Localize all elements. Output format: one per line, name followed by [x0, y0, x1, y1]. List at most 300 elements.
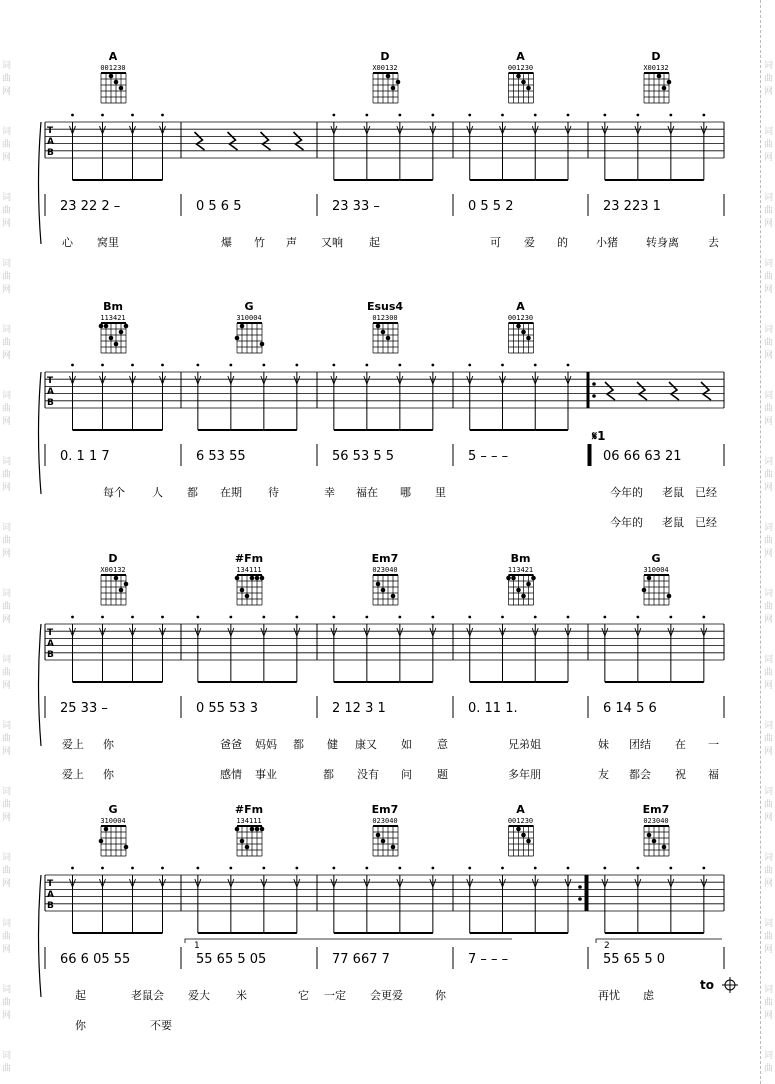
chord-fingering: 113421	[507, 566, 534, 574]
chord-dot	[396, 80, 401, 85]
strum-dot	[567, 867, 570, 870]
strum-dot	[229, 364, 232, 367]
watermark-char: 词	[764, 457, 774, 467]
watermark-char: 词	[2, 127, 12, 137]
watermark-char: 网	[764, 813, 774, 823]
watermark-char: 曲	[2, 272, 12, 282]
strum-stroke	[331, 364, 367, 430]
watermark-char: 网	[2, 747, 12, 757]
chord-diagram	[643, 50, 671, 103]
strum-dot	[501, 616, 504, 619]
watermark-char: 网	[2, 351, 12, 361]
chord-dot	[124, 582, 129, 587]
repeat-dot	[592, 382, 596, 386]
strum-stroke	[195, 867, 231, 933]
watermark-char: 词	[2, 853, 12, 863]
lyric-line-2: 事业	[255, 768, 277, 781]
strum-dot	[161, 867, 164, 870]
watermark-char: 词	[2, 457, 12, 467]
volta-1-bracket	[185, 939, 512, 943]
watermark-char: 词	[764, 919, 774, 929]
chord-name: G	[244, 300, 254, 313]
notation-measure: 7 – – –	[468, 952, 509, 967]
strum-dot	[431, 867, 434, 870]
watermark-char: 曲	[764, 734, 774, 744]
lyric-line-1: 的	[557, 236, 568, 249]
chord-name: D	[380, 50, 390, 63]
strum-dot	[71, 364, 74, 367]
chord-fingering: 113421	[100, 314, 126, 322]
watermark-char: 网	[764, 153, 774, 163]
chord-diagram	[100, 50, 126, 103]
chord-dot	[114, 576, 119, 581]
watermark-char: 曲	[764, 470, 774, 480]
chord-dot	[642, 588, 647, 593]
volta-2-label: 2	[604, 941, 610, 951]
watermark-char: 曲	[764, 668, 774, 678]
strum-stroke	[130, 114, 163, 180]
strum-stroke	[70, 114, 103, 180]
strum-stroke	[70, 867, 103, 933]
tab-letter: T	[47, 628, 54, 638]
chord-dot	[516, 588, 521, 593]
strum-dot	[468, 616, 471, 619]
system-1	[39, 50, 725, 249]
lyric-line-1: 竹	[254, 236, 265, 249]
strum-stroke	[602, 867, 638, 933]
strum-dot	[534, 616, 537, 619]
lyric-line-2: 都会	[629, 768, 651, 781]
strum-dot	[468, 114, 471, 117]
chord-dot	[526, 839, 531, 844]
watermark-char: 网	[764, 1011, 774, 1021]
chord-diagram	[508, 803, 534, 856]
watermark-char: 网	[2, 1011, 12, 1021]
lyric-line-2: 已经	[695, 516, 717, 529]
watermark-char: 网	[2, 87, 12, 97]
strum-stroke	[160, 364, 166, 430]
strum-dot	[365, 114, 368, 117]
lyric-line-1: 意	[437, 738, 448, 751]
watermark-char: 网	[764, 681, 774, 691]
watermark-char: 词	[2, 193, 12, 203]
strum-dot	[702, 616, 705, 619]
chord-fingering: 001230	[507, 817, 534, 825]
watermark-char: 曲	[764, 1064, 774, 1074]
strum-dot	[468, 364, 471, 367]
strum-stroke	[228, 616, 264, 682]
lyric-line-1: 你	[435, 989, 446, 1002]
lyric-line-1: 爱	[524, 236, 535, 249]
strum-dot	[71, 616, 74, 619]
chord-dot	[381, 330, 386, 335]
chord-dot	[245, 594, 250, 599]
strum-stroke	[160, 114, 166, 180]
chord-dot	[521, 330, 526, 335]
strum-stroke	[701, 616, 707, 682]
chord-dot	[260, 576, 265, 581]
notation-measure: 2 12 3 1	[332, 701, 386, 716]
strum-dot	[431, 364, 434, 367]
chord-name: G	[651, 552, 661, 565]
watermark-char: 网	[2, 219, 12, 229]
watermark-char: 网	[2, 417, 12, 427]
strum-stroke	[195, 364, 231, 430]
system-4	[39, 803, 739, 1032]
watermark-char: 网	[2, 615, 12, 625]
strum-stroke	[364, 616, 400, 682]
watermark-char: 网	[2, 153, 12, 163]
strum-stroke	[635, 867, 671, 933]
watermark-char: 曲	[2, 668, 12, 678]
chord-diagram	[508, 300, 534, 353]
lyric-line-2: 都	[323, 768, 334, 781]
lyric-line-1: 在	[675, 738, 686, 751]
strum-dot	[196, 364, 199, 367]
chord-dot	[526, 582, 531, 587]
chord-dot	[235, 336, 240, 341]
watermark-char: 词	[764, 985, 774, 995]
watermark-char: 曲	[2, 470, 12, 480]
watermark-char: 词	[2, 787, 12, 797]
watermark-char: 词	[2, 1051, 12, 1061]
rest-symbol	[195, 132, 205, 150]
rest-symbol	[294, 132, 304, 150]
watermark-char: 词	[764, 259, 774, 269]
notation-measure: 23 33 –	[332, 199, 380, 214]
strum-dot	[295, 616, 298, 619]
watermark-char: 网	[764, 615, 774, 625]
strum-stroke	[331, 867, 367, 933]
strum-dot	[131, 114, 134, 117]
strum-dot	[101, 616, 104, 619]
chord-name: Em7	[642, 803, 670, 816]
chord-dot	[376, 582, 381, 587]
chord-dot	[124, 324, 129, 329]
volta-1-label: 1	[194, 941, 200, 951]
strum-stroke	[130, 364, 163, 430]
lyric-line-1: 老鼠会	[131, 989, 164, 1002]
notation-measure: 6 53 55	[196, 449, 246, 464]
chord-dot	[235, 827, 240, 832]
system-3	[39, 552, 725, 781]
lyric-line-2: 问	[401, 768, 412, 781]
chord-dot	[391, 845, 396, 850]
strum-stroke	[100, 867, 133, 933]
lyric-line-1: 又响	[321, 236, 343, 249]
strum-dot	[332, 114, 335, 117]
chord-dot	[521, 833, 526, 838]
watermark-char: 曲	[2, 404, 12, 414]
strum-dot	[229, 867, 232, 870]
chord-dot	[662, 86, 667, 91]
lyric-line-1: 心	[62, 236, 73, 249]
strum-stroke	[228, 364, 264, 430]
chord-dot	[119, 86, 124, 91]
chord-dot	[114, 80, 119, 85]
tab-letter: T	[47, 376, 54, 386]
watermark-char: 词	[764, 853, 774, 863]
watermark-char: 曲	[764, 404, 774, 414]
chord-dot	[235, 576, 240, 581]
watermark-char: 曲	[764, 536, 774, 546]
chord-dot	[667, 80, 672, 85]
tab-letter: T	[47, 126, 54, 136]
tab-letter: A	[47, 387, 54, 397]
watermark-char: 网	[2, 285, 12, 295]
strum-stroke	[397, 867, 433, 933]
strum-stroke	[70, 616, 103, 682]
strum-stroke	[668, 867, 704, 933]
lyric-line-1: 妈妈	[255, 738, 277, 751]
watermark-char: 网	[764, 87, 774, 97]
notation-measure: 23 22 2 –	[60, 199, 121, 214]
strum-stroke	[565, 364, 571, 430]
strum-stroke	[467, 364, 503, 430]
lyric-line-1: 老鼠	[662, 486, 684, 499]
strum-dot	[229, 616, 232, 619]
watermark-char: 网	[2, 483, 12, 493]
strum-stroke	[130, 867, 163, 933]
lyric-line-1: 会更爱	[370, 989, 403, 1002]
watermark-char: 曲	[2, 734, 12, 744]
chord-dot	[516, 74, 521, 79]
watermark-char: 词	[764, 325, 774, 335]
watermark-char: 词	[764, 655, 774, 665]
strum-stroke	[397, 616, 433, 682]
chord-diagram	[372, 50, 400, 103]
chord-dot	[255, 827, 260, 832]
strum-dot	[398, 364, 401, 367]
lyric-line-1: 健	[327, 738, 338, 751]
rest-symbol	[637, 382, 647, 400]
watermark-char: 网	[764, 483, 774, 493]
watermark-char: 曲	[764, 602, 774, 612]
watermark-char: 曲	[2, 338, 12, 348]
lyric-line-1: 康又	[355, 738, 377, 751]
chord-fingering: X00132	[643, 64, 669, 72]
chord-diagram	[100, 552, 128, 605]
chord-name: A	[108, 50, 118, 63]
watermark-char: 词	[2, 985, 12, 995]
strum-dot	[71, 114, 74, 117]
notation-measure: 0 5 5 2	[468, 199, 514, 214]
repeat-dot	[592, 394, 596, 398]
chord-fingering: X00132	[372, 64, 398, 72]
lyric-line-2: 感情	[220, 768, 242, 781]
notation-measure: 6 14 5 6	[603, 701, 657, 716]
watermark-char: 曲	[2, 800, 12, 810]
watermark-char: 网	[764, 351, 774, 361]
system-2	[39, 300, 725, 529]
strum-dot	[295, 364, 298, 367]
repeat-dot	[578, 885, 582, 889]
rest-symbol	[605, 382, 615, 400]
watermark-char: 词	[764, 787, 774, 797]
watermark-char: 词	[2, 523, 12, 533]
watermark-char: 网	[2, 945, 12, 955]
lyric-line-2: 你	[75, 1019, 86, 1032]
strum-stroke	[294, 364, 300, 430]
chord-fingering: 310004	[236, 314, 262, 322]
watermark-char: 网	[764, 219, 774, 229]
chord-dot	[376, 833, 381, 838]
watermark-char: 曲	[2, 866, 12, 876]
lyric-line-1: 都	[187, 486, 198, 499]
coda-label: to	[700, 978, 714, 992]
chord-dot	[109, 74, 114, 79]
strum-dot	[501, 114, 504, 117]
watermark-char: 曲	[764, 206, 774, 216]
strum-dot	[567, 616, 570, 619]
notation-measure: 55 65 5 05	[196, 952, 267, 967]
watermark-char: 词	[764, 721, 774, 731]
lyric-line-2: 没有	[357, 768, 379, 781]
lyric-line-1: 它	[298, 989, 309, 1002]
strum-dot	[636, 616, 639, 619]
strum-stroke	[331, 114, 367, 180]
strum-stroke	[100, 616, 133, 682]
chord-dot	[516, 324, 521, 329]
watermark-char: 网	[764, 747, 774, 757]
strum-dot	[468, 867, 471, 870]
lyric-line-1: 米	[236, 989, 247, 1002]
watermark-char: 曲	[2, 1064, 12, 1074]
tab-letter: T	[47, 879, 54, 889]
strum-stroke	[467, 867, 503, 933]
strum-dot	[161, 364, 164, 367]
strum-stroke	[430, 616, 436, 682]
watermark-char: 词	[764, 589, 774, 599]
tab-letter: B	[47, 398, 54, 408]
lyric-line-2: 爱上	[62, 768, 84, 781]
rest-symbol	[228, 132, 238, 150]
strum-dot	[196, 867, 199, 870]
chord-name: Em7	[371, 552, 399, 565]
chord-diagram	[643, 803, 670, 856]
strum-dot	[603, 616, 606, 619]
strum-stroke	[635, 616, 671, 682]
strum-dot	[101, 114, 104, 117]
lyric-line-2: 老鼠	[662, 516, 684, 529]
chord-dot	[260, 342, 265, 347]
chord-dot	[245, 845, 250, 850]
chord-dot	[99, 839, 104, 844]
watermark-char: 词	[764, 193, 774, 203]
strum-dot	[431, 114, 434, 117]
watermark-char: 网	[764, 549, 774, 559]
chord-dot	[526, 336, 531, 341]
chord-fingering: 310004	[643, 566, 669, 574]
chord-diagram	[642, 552, 672, 605]
watermark-char: 词	[2, 61, 12, 71]
watermark-char: 曲	[2, 536, 12, 546]
tab-letter: A	[47, 137, 54, 147]
strum-stroke	[160, 616, 166, 682]
strum-stroke	[397, 114, 433, 180]
chord-dot	[647, 576, 652, 581]
volta-2-bracket	[596, 939, 722, 943]
chord-name: D	[651, 50, 661, 63]
segno-mark: 𝄋1	[592, 429, 606, 443]
chord-name: Esus4	[366, 300, 404, 313]
chord-dot	[119, 330, 124, 335]
strum-stroke	[160, 867, 166, 933]
chord-fingering: 023040	[372, 566, 398, 574]
strum-stroke	[499, 364, 535, 430]
chord-name: G	[108, 803, 118, 816]
watermark-char: 网	[764, 285, 774, 295]
strum-stroke	[532, 364, 568, 430]
strum-stroke	[364, 364, 400, 430]
chord-fingering: 001230	[507, 314, 534, 322]
watermark-char: 网	[2, 879, 12, 889]
chord-dot	[119, 588, 124, 593]
chord-dot	[104, 827, 109, 832]
watermark-char: 曲	[2, 602, 12, 612]
strum-stroke	[668, 114, 704, 180]
lyric-line-1: 在期	[220, 486, 242, 499]
watermark-char: 曲	[764, 998, 774, 1008]
lyric-line-1: 一	[708, 738, 719, 751]
chord-name: A	[516, 803, 525, 816]
strum-dot	[131, 364, 134, 367]
watermark-char: 网	[764, 417, 774, 427]
chord-diagram	[508, 50, 534, 103]
strum-stroke	[499, 867, 535, 933]
lyric-line-1: 爸爸	[220, 738, 242, 751]
strum-dot	[398, 867, 401, 870]
watermark-char: 词	[2, 391, 12, 401]
chord-dot	[109, 336, 114, 341]
watermark-char: 曲	[764, 800, 774, 810]
strum-dot	[196, 616, 199, 619]
watermark-char: 词	[764, 61, 774, 71]
strum-stroke	[70, 364, 103, 430]
lyric-line-1: 起	[369, 236, 380, 249]
chord-fingering: 134111	[236, 817, 262, 825]
notation-measure: 0. 11 1.	[468, 701, 518, 716]
chord-diagram	[99, 300, 129, 353]
watermark-char: 网	[2, 813, 12, 823]
strum-stroke	[130, 616, 163, 682]
lyric-line-1: 转身离	[646, 236, 679, 249]
strum-dot	[501, 364, 504, 367]
watermark-char: 词	[2, 259, 12, 269]
lyric-line-1: 去	[708, 236, 719, 249]
strum-dot	[603, 867, 606, 870]
chord-dot	[240, 324, 245, 329]
chord-dot	[381, 839, 386, 844]
lyric-line-1: 爱上	[62, 738, 84, 751]
strum-stroke	[397, 364, 433, 430]
chord-fingering: 023040	[643, 817, 669, 825]
notation-measure: 23 223 1	[603, 199, 661, 214]
chord-dot	[240, 588, 245, 593]
chord-diagram	[372, 803, 399, 856]
watermark-char: 词	[764, 391, 774, 401]
lyric-line-1: 今年的	[610, 486, 643, 499]
chord-dot	[521, 80, 526, 85]
lyric-line-1: 小猪	[596, 236, 618, 249]
chord-dot	[506, 576, 511, 581]
chord-fingering: 134111	[236, 566, 262, 574]
chord-dot	[376, 324, 381, 329]
strum-dot	[534, 867, 537, 870]
strum-dot	[262, 867, 265, 870]
lyric-line-2: 不要	[150, 1019, 172, 1032]
strum-dot	[567, 364, 570, 367]
